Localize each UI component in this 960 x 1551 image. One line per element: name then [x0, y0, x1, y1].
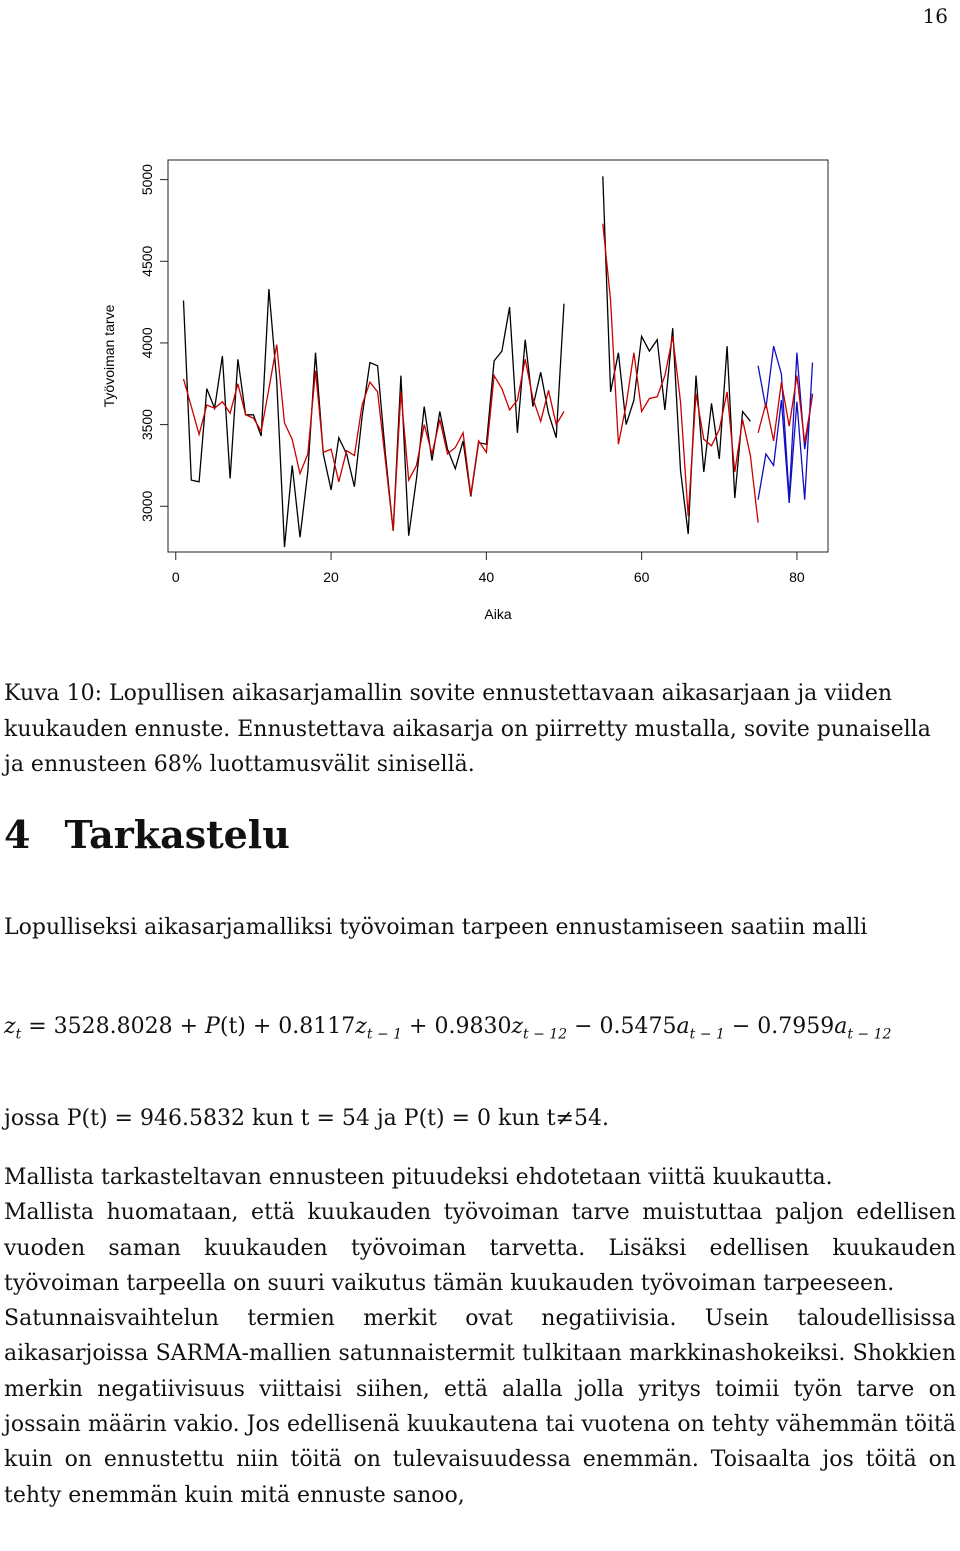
- x-tick-label: 80: [789, 569, 805, 585]
- time-series-chart: [90, 145, 850, 635]
- eq-term: + 0.8117: [245, 1014, 356, 1039]
- eq-z: z: [511, 1014, 524, 1039]
- x-axis-label: Aika: [484, 606, 512, 622]
- y-tick-label: 3000: [139, 490, 155, 522]
- discussion-text: [4, 1160, 956, 1513]
- fitted-series-line: [603, 224, 758, 523]
- x-tick-label: 20: [323, 569, 339, 585]
- eq-sub: t − 12: [523, 1026, 568, 1043]
- page-number: 16: [922, 4, 948, 28]
- eq-sub: t − 1: [366, 1026, 403, 1043]
- model-equation: [4, 1014, 891, 1042]
- paragraph: Satunnaisvaihtelun termien merkit ovat negatiivisia. Usein taloudellisissa aikasarjoissa SARMA-mallien satunnaistermit tulkitaan markkinashokeiksi. Shokkien merkin negatiivisuus viittaisi siihen, että alalla jolla yritys toimii työn tarve on jossain määrin vakio. Jos edellisenä kuukautena tai vuotena on tehty vähemmän töitä kuin on ennustettu niin töitä on tulevaisuudessa enemmän. Toisaalta jos töitä on tehty enemmän kuin mitä ennuste sanoo,: [4, 1306, 956, 1508]
- paragraph: Mallista tarkasteltavan ennusteen pituudeksi ehdotetaan viittä kuukautta.: [4, 1165, 833, 1190]
- eq-term: + 0.9830: [402, 1014, 512, 1039]
- y-tick-label: 5000: [139, 164, 155, 196]
- section-number: 4: [4, 812, 31, 857]
- eq-p: P: [205, 1014, 220, 1039]
- x-tick-label: 60: [633, 569, 650, 585]
- x-axis: [172, 552, 805, 585]
- section-title: Tarkastelu: [64, 812, 290, 857]
- eq-term: − 0.5475: [567, 1014, 677, 1039]
- eq-a: a: [834, 1014, 848, 1039]
- eq-sub: t − 1: [689, 1026, 725, 1043]
- observed-series-line: [603, 176, 751, 534]
- figure-caption: Kuva 10: Lopullisen aikasarjamallin sovite ennustettavaan aikasarjaan ja viiden kuukauden ennuste. Ennustettava aikasarja on piirretty mustalla, sovite punaisella ja ennusteen 68% luottamusvälit sinisellä.: [4, 681, 931, 777]
- eq-a: a: [676, 1014, 690, 1039]
- y-tick-label: 4000: [139, 327, 155, 359]
- equation-condition: jossa P(t) = 946.5832 kun t = 54 ja P(t) = 0 kun t≠54.: [4, 1106, 609, 1131]
- x-tick-label: 40: [478, 569, 495, 585]
- eq-term: − 0.7959: [724, 1014, 835, 1039]
- y-axis: [139, 164, 168, 522]
- eq-term: (t): [219, 1014, 246, 1039]
- interval-series-line: [758, 346, 812, 498]
- eq-z: z: [4, 1014, 16, 1039]
- intro-text: Lopulliseksi aikasarjamalliksi työvoiman tarpeen ennustamiseen saatiin malli: [4, 915, 868, 940]
- eq-term: = 3528.8028 +: [21, 1014, 206, 1039]
- observed-series-line: [184, 289, 565, 547]
- y-axis-label: Työvoiman tarve: [101, 304, 117, 408]
- eq-z: z: [355, 1014, 367, 1039]
- eq-sub: t − 12: [847, 1026, 892, 1043]
- fitted-series-line: [184, 345, 565, 531]
- paragraph: Mallista huomataan, että kuukauden työvoiman tarve muistuttaa paljon edellisen vuoden saman kuukauden työvoiman tarvetta. Lisäksi edellisen kuukauden työvoiman tarpeella on suuri vaikutus tämän kuukauden työvoiman tarpeeseen.: [4, 1200, 956, 1296]
- series-lines: [184, 176, 813, 547]
- y-tick-label: 3500: [139, 409, 155, 441]
- x-tick-label: 0: [171, 569, 180, 585]
- eq-sub: t: [15, 1026, 22, 1043]
- section-heading: [4, 812, 290, 857]
- y-tick-label: 4500: [139, 245, 155, 277]
